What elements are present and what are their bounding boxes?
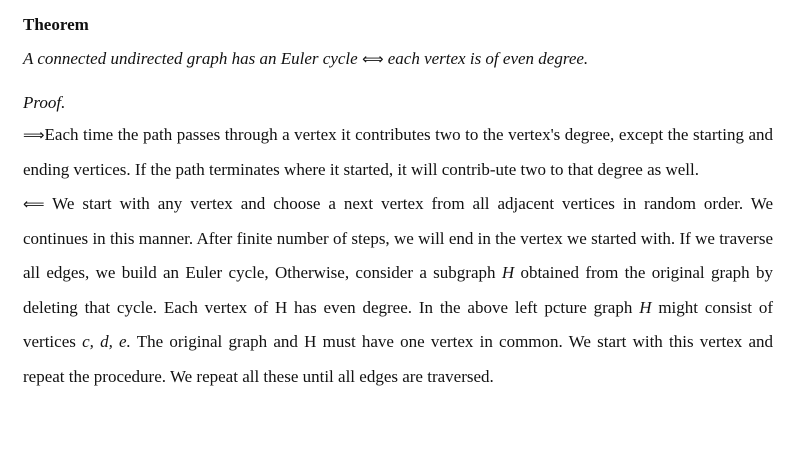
iff-arrow-icon: ⟺ bbox=[361, 50, 384, 68]
backward-text-2: obtained from the original graph by deleting that cycle. Each vertex of H has even degree. In the above left pcture graph bbox=[23, 263, 774, 317]
implies-arrow-icon: ⟹ bbox=[23, 126, 45, 144]
vertex-list: c, d, e. bbox=[82, 332, 131, 351]
graph-h-variable-2: H bbox=[639, 297, 652, 317]
backward-text-4: The original graph and H must have one vertex in common. We start with this vertex and repeat the procedure. We repeat all these until all edges are traversed. bbox=[23, 332, 774, 386]
statement-after: each vertex is of even degree. bbox=[387, 49, 589, 68]
statement-before: A connected undirected graph has an Euler cycle bbox=[23, 49, 358, 68]
graph-h-variable: H bbox=[501, 263, 515, 282]
theorem-statement bbox=[23, 48, 773, 70]
theorem-title: Theorem bbox=[23, 15, 89, 34]
proof-label: Proof. bbox=[23, 93, 66, 112]
proof-backward-direction bbox=[23, 187, 773, 394]
proof-forward-direction bbox=[23, 118, 773, 187]
backward-text-3: might consist of vertices bbox=[23, 297, 774, 351]
forward-text: Each time the path passes through a vertex it contributes two to the vertex's degree, except the starting and ending vertices. If the path terminates where it started, it will contrib-ute two to that degree as well. bbox=[23, 125, 773, 179]
implied-by-arrow-icon: ⟸ bbox=[23, 195, 45, 213]
backward-text-1: We start with any vertex and choose a next vertex from all adjacent vertices in random order. We continues in this manner. After finite number of steps, we will end in the vertex we started with. If we traverse all edges, we build an Euler cycle, Otherwise, consider a subgraph bbox=[23, 194, 773, 282]
